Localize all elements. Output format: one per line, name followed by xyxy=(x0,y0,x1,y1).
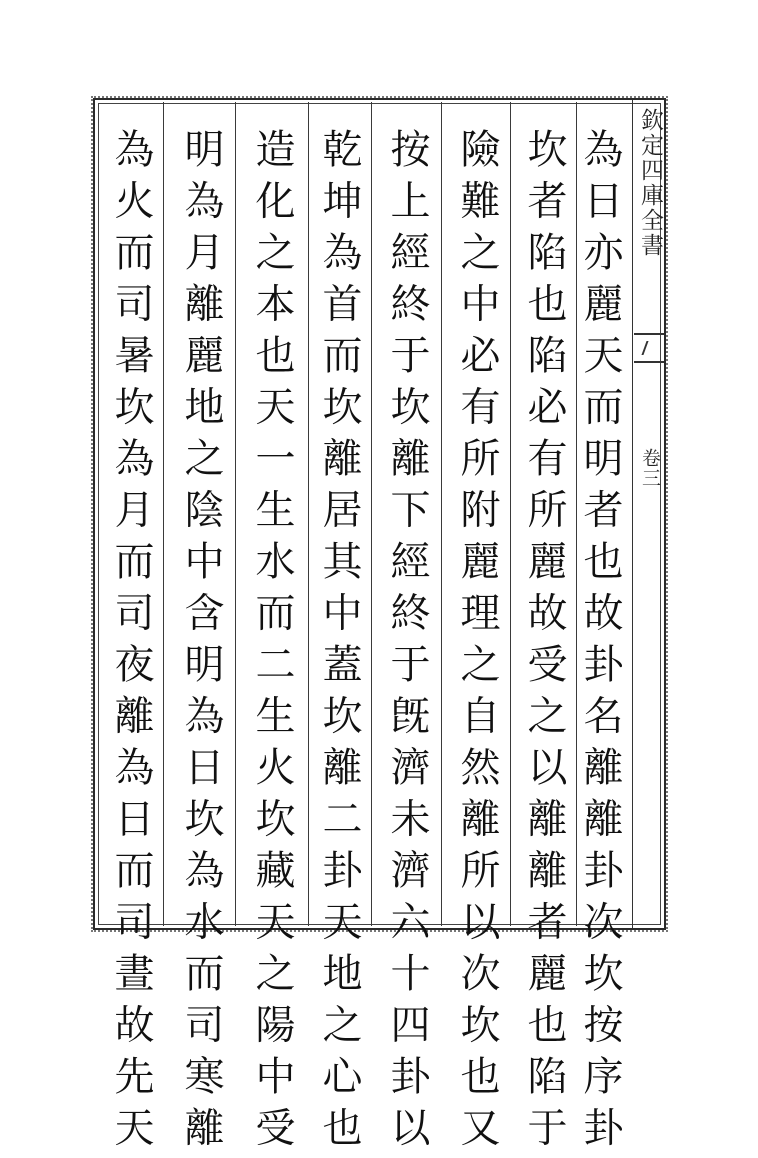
column-rule xyxy=(510,102,511,926)
text-column-5: 乾坤為首而坎離居其中蓋坎離二卦天地之心也 xyxy=(316,128,362,1158)
text-column-7: 明為月離麗地之陰中含明為日坎為水而司寒離 xyxy=(178,128,224,1158)
text-column-6: 造化之本也天一生水而二生火坎藏天之陽中受 xyxy=(249,128,295,1158)
fish-tail-mark xyxy=(634,333,664,363)
book-title: 欽定四庫全書 xyxy=(637,108,663,258)
column-rule xyxy=(441,102,442,926)
column-rule xyxy=(235,102,236,926)
column-rule xyxy=(371,102,372,926)
text-column-1: 為日亦麗天而明者也故卦名離離卦次坎按序卦 xyxy=(577,128,623,1158)
text-column-4: 按上經終于坎離下經終于旣濟未濟六十四卦以 xyxy=(384,128,430,1158)
juan-label: 卷三 xyxy=(639,448,661,488)
column-rule xyxy=(163,102,164,926)
text-column-3: 險難之中必有所附麗理之自然離所以次坎也又 xyxy=(454,128,500,1158)
text-column-2: 坎者陷也陷必有所麗故受之以離離者麗也陷于 xyxy=(521,128,567,1158)
text-column-8: 為火而司暑坎為月而司夜離為日而司晝故先天 xyxy=(108,128,154,1158)
